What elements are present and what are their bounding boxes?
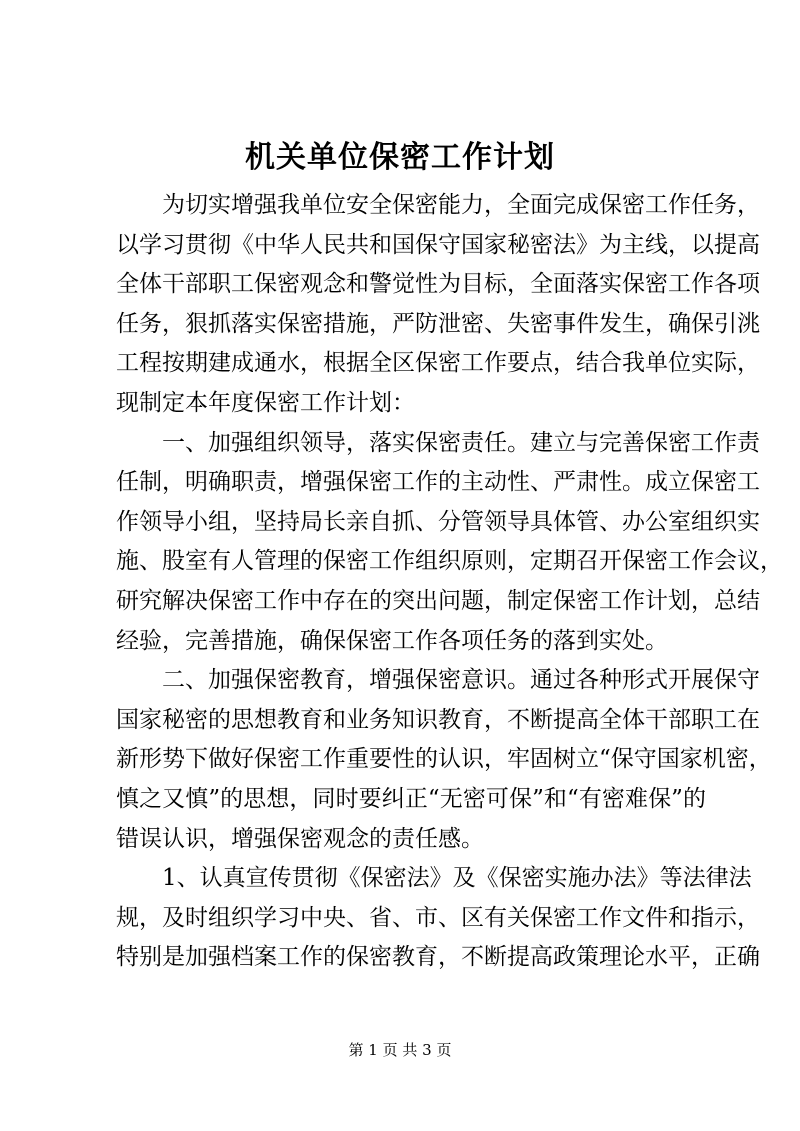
page-footer: 第 1 页 共 3 页 <box>348 1041 452 1059</box>
text-line: 特别是加强档案工作的保密教育，不断提高政策理论水平，正确 <box>116 944 760 971</box>
text-line: 全体干部职工保密观念和警觉性为目标，全面落实保密工作各项 <box>116 271 760 298</box>
text-line: 作领导小组，坚持局长亲自抓、分管领导具体管、办公室组织实 <box>116 508 760 535</box>
text-line: 规，及时组织学习中央、省、市、区有关保密工作文件和指示， <box>116 904 760 931</box>
text-line: 一、加强组织领导，落实保密责任。建立与完善保密工作责 <box>162 429 760 456</box>
text-line: 二、加强保密教育，增强保密意识。通过各种形式开展保守 <box>162 667 760 694</box>
paragraph-item-1 <box>116 859 760 978</box>
text-line: 国家秘密的思想教育和业务知识教育，不断提高全体干部职工在 <box>116 706 760 733</box>
text-line: 错误认识，增强保密观念的责任感。 <box>116 825 484 852</box>
text-line: 工程按期建成通水，根据全区保密工作要点，结合我单位实际， <box>116 350 760 377</box>
text-line: 现制定本年度保密工作计划： <box>116 389 415 416</box>
text-line: 任制，明确职责，增强保密工作的主动性、严肃性。成立保密工 <box>116 469 760 496</box>
text-line: 研究解决保密工作中存在的突出问题，制定保密工作计划，总结 <box>116 587 760 614</box>
text-line: 以学习贯彻《中华人民共和国保守国家秘密法》为主线，以提高 <box>116 231 760 258</box>
document-title: 机关单位保密工作计划 <box>245 140 555 175</box>
text-line: 新形势下做好保密工作重要性的认识，牢固树立“保守国家机密， <box>116 746 772 773</box>
document-body <box>116 186 783 978</box>
paragraph-section-1 <box>116 424 783 662</box>
text-line: 任务，狠抓落实保密措施，严防泄密、失密事件发生，确保引洮 <box>116 310 760 337</box>
text-line: 经验，完善措施，确保保密工作各项任务的落到实处。 <box>116 627 668 654</box>
text-line: 为切实增强我单位安全保密能力，全面完成保密工作任务， <box>162 192 760 218</box>
text-line: 慎之又慎”的思想，同时要纠正“无密可保”和“有密难保”的 <box>116 785 706 812</box>
paragraph-intro <box>116 186 760 424</box>
text-line: 施、股室有人管理的保密工作组织原则，定期召开保密工作会议， <box>116 548 783 575</box>
text-line: 1、认真宣传贯彻《保密法》及《保密实施办法》等法律法 <box>162 865 752 892</box>
paragraph-section-2 <box>116 661 772 859</box>
